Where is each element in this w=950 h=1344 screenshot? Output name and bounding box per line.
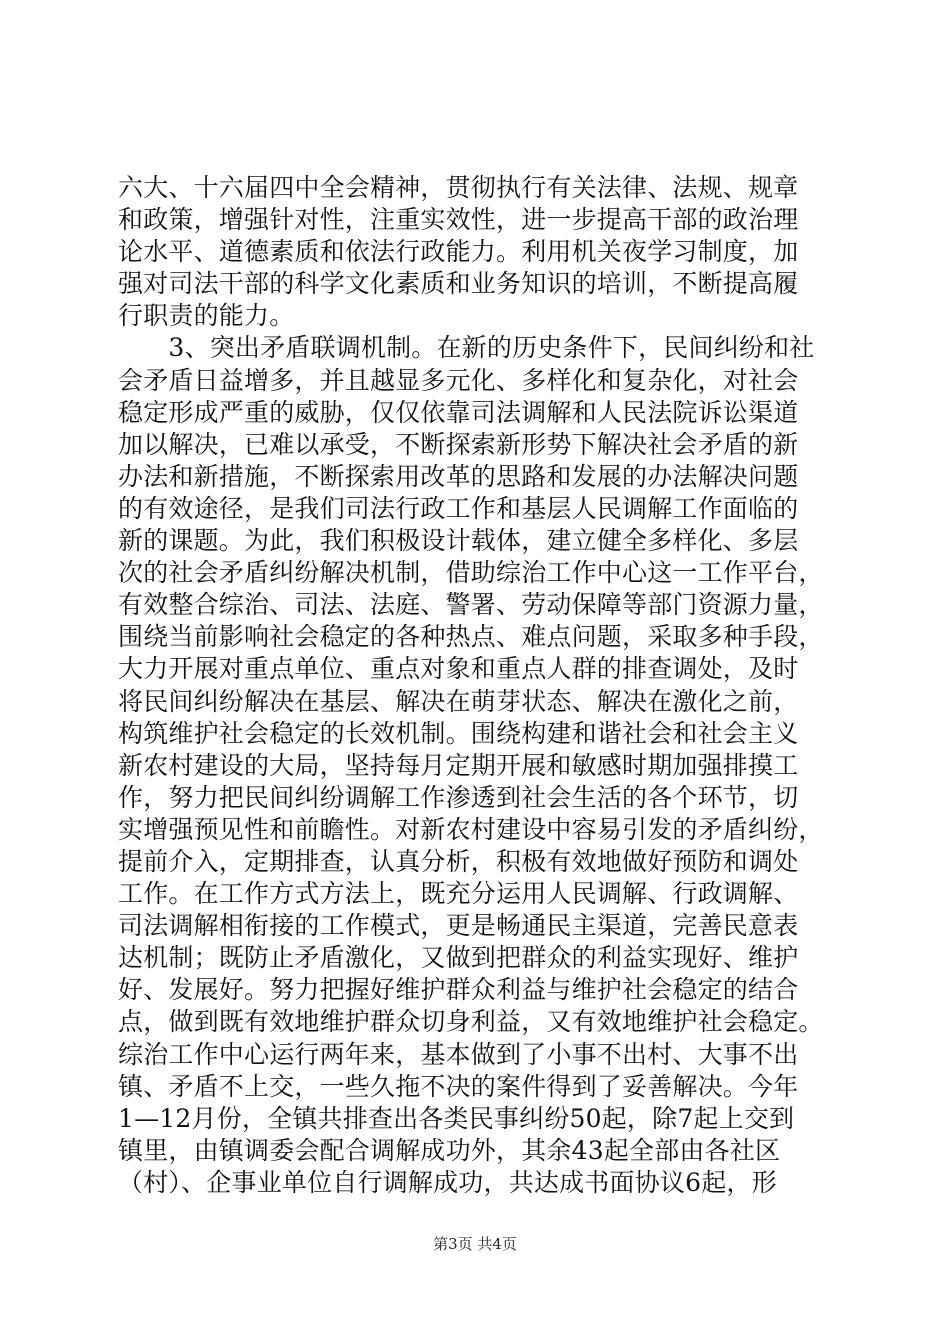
text-line: 次的社会矛盾纠纷解决机制，借助综治工作中心这一工作平台， bbox=[118, 558, 824, 588]
text-line: 司法调解相衔接的工作模式，更是畅通民主渠道，完善民意表 bbox=[118, 911, 799, 941]
text-line: 点，做到既有效地维护群众切身利益，又有效地维护社会稳定。 bbox=[118, 1007, 824, 1037]
page-footer: 第3页 共4页 bbox=[433, 1235, 517, 1253]
text-line: （村）、企事业单位自行调解成功，共达成书面协议6起，形 bbox=[118, 1167, 777, 1197]
text-line: 构筑维护社会稳定的长效机制。围绕构建和谐社会和社会主义 bbox=[118, 718, 799, 748]
text-line: 新农村建设的大局，坚持每月定期开展和敏感时期加强排摸工 bbox=[118, 750, 799, 780]
text-line: 办法和新措施，不断探索用改革的思路和发展的办法解决问题 bbox=[118, 461, 799, 491]
text-line: 围绕当前影响社会稳定的各种热点、难点问题，采取多种手段， bbox=[118, 622, 824, 652]
text-line: 镇里，由镇调委会配合调解成功外，其余43起全部由各社区 bbox=[118, 1135, 781, 1165]
body-text bbox=[118, 172, 848, 1199]
text-line: 强对司法干部的科学文化素质和业务知识的培训，不断提高履 bbox=[118, 269, 799, 299]
text-line: 有效整合综治、司法、法庭、警署、劳动保障等部门资源力量， bbox=[118, 590, 824, 620]
text-line: 六大、十六届四中全会精神，贯彻执行有关法律、法规、规章 bbox=[118, 173, 799, 202]
text-line: 工作。在工作方式方法上，既充分运用人民调解、行政调解、 bbox=[118, 879, 799, 909]
text-line: 综治工作中心运行两年来，基本做到了小事不出村、大事不出 bbox=[118, 1039, 799, 1069]
text-line: 好、发展好。努力把握好维护群众利益与维护社会稳定的结合 bbox=[118, 975, 799, 1005]
text-line: 的有效途径，是我们司法行政工作和基层人民调解工作面临的 bbox=[118, 493, 799, 523]
text-line: 会矛盾日益增多，并且越显多元化、多样化和复杂化，对社会 bbox=[118, 365, 799, 395]
text-line: 稳定形成严重的威胁，仅仅依靠司法调解和人民法院诉讼渠道 bbox=[118, 397, 799, 427]
text-line: 镇、矛盾不上交，一些久拖不决的案件得到了妥善解决。今年 bbox=[118, 1071, 799, 1101]
text-line: 大力开展对重点单位、重点对象和重点人群的排查调处，及时 bbox=[118, 654, 799, 684]
text-line: 和政策，增强针对性，注重实效性，进一步提高干部的政治理 bbox=[118, 205, 799, 235]
text-line: 提前介入，定期排查，认真分析，积极有效地做好预防和调处 bbox=[118, 846, 799, 876]
text-line: 实增强预见性和前瞻性。对新农村建设中容易引发的矛盾纠纷， bbox=[118, 814, 824, 844]
text-line: 将民间纠纷解决在基层、解决在萌芽状态、解决在激化之前， bbox=[118, 686, 799, 716]
text-line: 1—12月份，全镇共排查出各类民事纠纷50起，除7起上交到 bbox=[118, 1103, 795, 1133]
text-line: 加以解决，已难以承受，不断探索新形势下解决社会矛盾的新 bbox=[118, 429, 799, 459]
text-line: 达机制；既防止矛盾激化，又做到把群众的利益实现好、维护 bbox=[118, 943, 799, 973]
text-line: 作，努力把民间纠纷调解工作渗透到社会生活的各个环节，切 bbox=[118, 782, 799, 812]
text-line: 3、突出矛盾联调机制。在新的历史条件下，民间纠纷和社 bbox=[118, 333, 815, 363]
text-line: 论水平、道德素质和依法行政能力。利用机关夜学习制度，加 bbox=[118, 237, 799, 267]
text-line: 行职责的能力。 bbox=[118, 301, 295, 331]
text-line: 新的课题。为此，我们积极设计载体，建立健全多样化、多层 bbox=[118, 526, 799, 556]
